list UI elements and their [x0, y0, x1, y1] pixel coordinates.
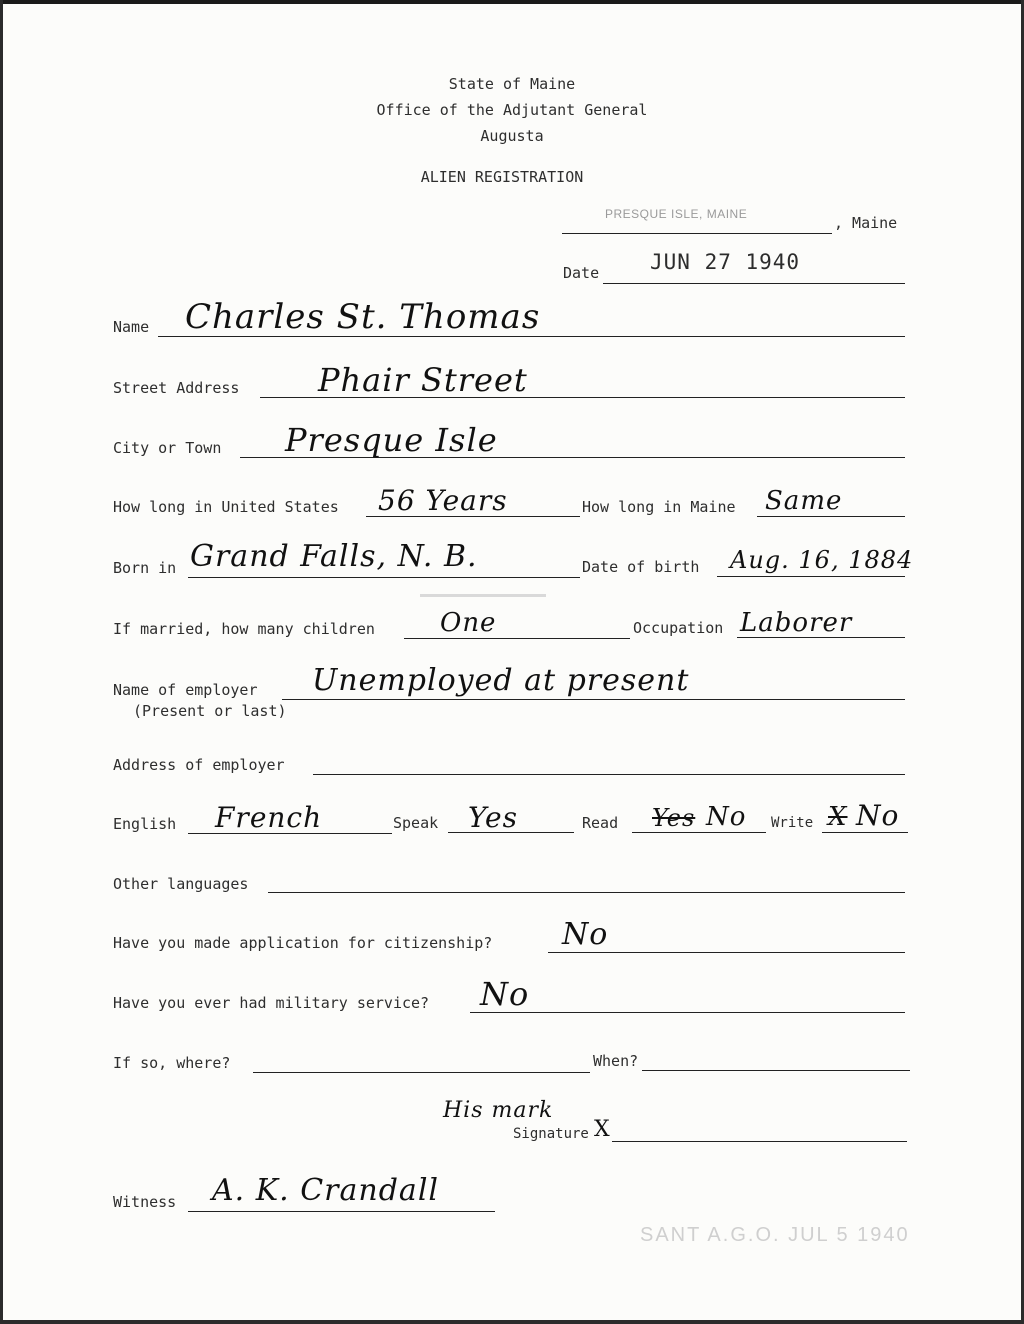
children-line	[404, 638, 630, 639]
date-of-birth-line	[717, 576, 905, 577]
street-address-value: Phair Street	[318, 361, 528, 399]
citizenship-line	[548, 952, 905, 953]
street-address-label: Street Address	[113, 379, 240, 397]
city-value: Presque Isle	[285, 421, 498, 459]
eraser-mark	[420, 594, 546, 597]
form-title: ALIEN REGISTRATION	[420, 168, 584, 186]
other-languages-label: Other languages	[113, 875, 249, 893]
write-line	[822, 832, 908, 833]
speak-value: Yes	[468, 801, 518, 834]
citizenship-label: Have you made application for citizenship?	[113, 934, 493, 952]
military-label: Have you ever had military service?	[113, 994, 430, 1012]
years-maine-line	[757, 516, 905, 517]
signature-mark-text: His mark	[443, 1098, 554, 1123]
write-label: Write	[771, 815, 814, 831]
read-label: Read	[582, 814, 619, 832]
read-value: No	[706, 802, 747, 832]
years-us-value: 56 Years	[378, 484, 508, 517]
english-label: English	[113, 815, 177, 833]
page-border-left	[0, 0, 3, 1324]
employer-value: Unemployed at present	[312, 663, 690, 698]
date-line	[603, 283, 905, 284]
employer-label: Name of employer	[113, 681, 258, 699]
where-line	[253, 1072, 590, 1073]
witness-value: A. K. Crandall	[212, 1173, 440, 1208]
born-in-line	[188, 577, 580, 578]
citizenship-value: No	[562, 917, 609, 952]
name-value: Charles St. Thomas	[185, 297, 541, 337]
when-label: When?	[593, 1052, 639, 1070]
children-value: One	[440, 608, 497, 638]
date-of-birth-label: Date of birth	[582, 558, 700, 576]
location-stamp: PRESQUE ISLE, MAINE	[605, 207, 748, 221]
speak-label: Speak	[393, 814, 439, 832]
years-maine-label: How long in Maine	[582, 498, 736, 516]
date-label: Date	[563, 264, 600, 282]
city-label: City or Town	[113, 439, 222, 457]
signature-label: Signature	[513, 1126, 589, 1142]
military-line	[470, 1012, 905, 1013]
office-heading: Office of the Adjutant General	[376, 101, 648, 119]
born-in-value: Grand Falls, N. B.	[190, 539, 478, 574]
read-struck-value: Yes	[652, 804, 696, 832]
occupation-value: Laborer	[740, 608, 853, 638]
witness-label: Witness	[113, 1193, 177, 1211]
when-line	[642, 1070, 910, 1071]
location-line	[562, 233, 832, 234]
read-line	[632, 832, 766, 833]
other-languages-line	[268, 892, 905, 893]
write-value: No	[856, 799, 900, 832]
signature-line	[612, 1141, 907, 1142]
received-stamp: SANT A.G.O. JUL 5 1940	[640, 1224, 910, 1246]
children-label: If married, how many children	[113, 620, 375, 638]
where-label: If so, where?	[113, 1054, 231, 1072]
years-us-label: How long in United States	[113, 498, 339, 516]
state-heading: State of Maine	[448, 75, 576, 93]
page-border-top	[0, 0, 1024, 4]
date-of-birth-value: Aug. 16, 1884	[730, 546, 914, 574]
born-in-label: Born in	[113, 559, 177, 577]
years-maine-value: Same	[765, 486, 843, 516]
occupation-label: Occupation	[633, 619, 724, 637]
employer-address-label: Address of employer	[113, 756, 285, 774]
city-heading: Augusta	[480, 127, 544, 145]
location-suffix: , Maine	[834, 214, 898, 232]
name-label: Name	[113, 318, 150, 336]
signature-mark: X	[594, 1117, 611, 1142]
witness-line	[188, 1211, 495, 1212]
english-value: French	[215, 801, 323, 834]
page-border-bottom	[0, 1320, 1024, 1324]
military-value: No	[480, 975, 530, 1013]
date-stamp: JUN 27 1940	[650, 250, 801, 274]
write-struck-value: X	[828, 802, 848, 832]
employer-sublabel: (Present or last)	[133, 702, 287, 720]
employer-line	[282, 699, 905, 700]
employer-address-line	[313, 774, 905, 775]
